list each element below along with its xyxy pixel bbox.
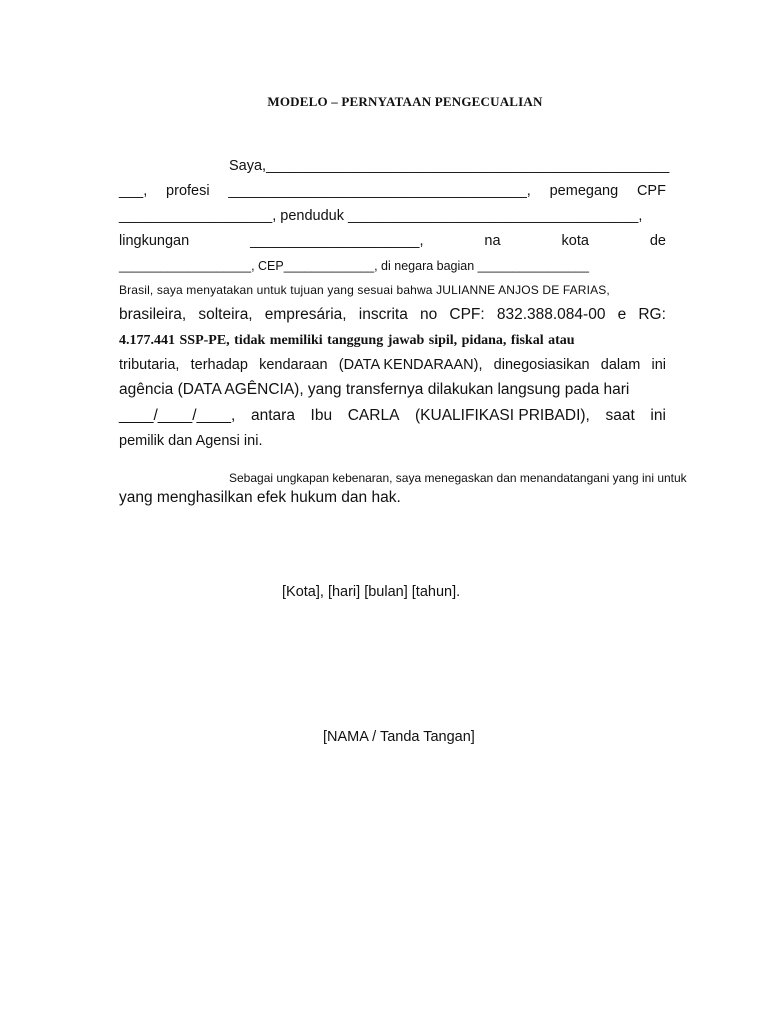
line-penduduk: [119, 207, 666, 225]
line-saya: Saya,__________________________________________________: [229, 158, 670, 174]
word: e: [617, 306, 627, 323]
blank-field: _____________________,: [250, 233, 424, 249]
word: (DATA KENDARAAN),: [338, 357, 483, 373]
word: penduduk: [280, 208, 344, 224]
blank-field: ___,: [119, 183, 148, 199]
line-sebagai: Sebagai ungkapan kebenaran, saya menegaskan dan menandatangani yang ini untuk: [229, 471, 687, 485]
word: empresária,: [264, 306, 347, 323]
word: CPF: [636, 183, 666, 199]
word: dinegosiasikan: [493, 357, 590, 373]
blank-field: ____________________________________,: [348, 208, 643, 224]
word: RG:: [638, 306, 666, 323]
word: profesi: [166, 183, 210, 199]
word: dalam: [600, 357, 641, 373]
word: ini: [650, 407, 666, 424]
word: saat: [605, 407, 635, 424]
word: tributaria,: [119, 357, 180, 373]
blank-field: ___________________,: [119, 208, 277, 224]
word: kota: [561, 233, 589, 249]
line-efek-hukum: yang menghasilkan efek hukum dan hak.: [119, 489, 401, 506]
word: Ibu: [310, 407, 333, 424]
word: lingkungan: [119, 233, 190, 249]
blank-field: _____________________________________,: [228, 183, 531, 199]
place-date: [Kota], [hari] [bulan] [tahun].: [282, 584, 461, 600]
word: (KUALIFIKASI PRIBADI),: [415, 407, 590, 424]
line-profesi: [119, 182, 666, 200]
word: pemegang: [549, 183, 619, 199]
line-tributaria: [119, 356, 666, 374]
word: de: [649, 233, 666, 249]
line-lingkungan: [119, 232, 666, 250]
word: brasileira,: [119, 306, 187, 323]
word: na: [484, 233, 501, 249]
blank-date: ____/____/____,: [119, 407, 236, 424]
line-carla: [119, 407, 666, 425]
word: no: [420, 306, 438, 323]
word: solteira,: [198, 306, 253, 323]
word: ini: [651, 357, 666, 373]
line-cpf: [119, 306, 666, 324]
word: antara: [250, 407, 295, 424]
line-rg: 4.177.441 SSP-PE, tidak memiliki tanggung jawab sipil, pidana, fiskal atau: [119, 333, 575, 348]
line-cep: ___________________, CEP_____________, di negara bagian ________________: [119, 259, 589, 273]
word: kendaraan: [259, 357, 328, 373]
document-title: MODELO – PERNYATAAN PENGECUALIAN: [267, 94, 543, 109]
line-brasil: Brasil, saya menyatakan untuk tujuan yang sesuai bahwa JULIANNE ANJOS DE FARIAS,: [119, 283, 610, 297]
line-pemilik: pemilik dan Agensi ini.: [119, 433, 263, 449]
word: terhadap: [190, 357, 248, 373]
word: inscrita: [358, 306, 408, 323]
line-agencia: agência (DATA AGÊNCIA), yang transfernya dilakukan langsung pada hari: [119, 381, 630, 398]
cpf-number: 832.388.084-00: [496, 306, 606, 323]
word: CARLA: [347, 407, 400, 424]
word: CPF:: [449, 306, 485, 323]
signature-line: [NAMA / Tanda Tangan]: [323, 729, 475, 745]
